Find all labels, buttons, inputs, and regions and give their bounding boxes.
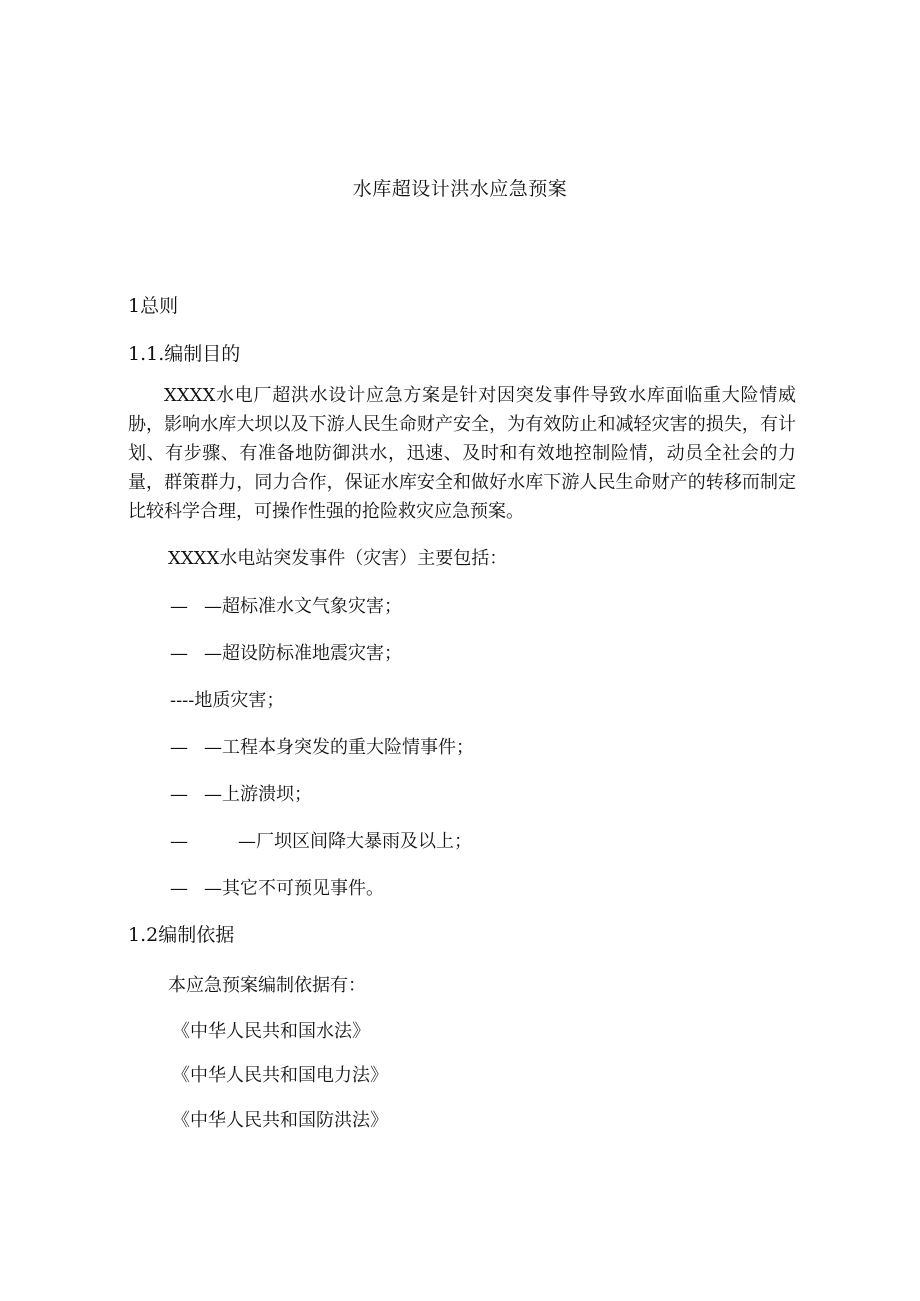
event-item <box>170 592 402 618</box>
section-heading-1: 1总则 <box>128 295 179 317</box>
law-item: 《中华人民共和国防洪法》 <box>172 1110 388 1131</box>
event-dash: — <box>170 784 188 805</box>
event-item <box>170 686 284 712</box>
paragraph-events-intro: XXXX水电站突发事件（灾害）主要包括： <box>168 548 508 569</box>
event-text: —超标准水文气象灾害； <box>204 596 402 617</box>
law-item: 《中华人民共和国电力法》 <box>172 1065 388 1086</box>
event-text: —工程本身突发的重大险情事件； <box>204 737 474 758</box>
event-dash: — <box>170 737 188 758</box>
law-item: 《中华人民共和国水法》 <box>172 1021 370 1042</box>
event-text: —其它不可预见事件。 <box>204 878 384 899</box>
event-dash: — <box>170 831 188 852</box>
event-text: —超设防标准地震灾害； <box>204 643 402 664</box>
paragraph-purpose: XXXX水电厂超洪水设计应急方案是针对因突发事件导致水库面临重大险情威胁，影响水库大坝以及下游人民生命财产安全，为有效防止和减轻灾害的损失，有计划、有步骤、有准备地防御洪水，迅速、及时和有效地控制险情，动员全社会的力量，群策群力，同力合作，保证水库安全和做好水库下游人民生命财产的转移而制定比较科学合理，可操作性强的抢险救灾应急预案。 <box>128 385 796 522</box>
event-text: ----地质灾害； <box>170 690 285 711</box>
event-text: —上游溃坝； <box>204 784 312 805</box>
section-heading-1-1: 1.1.编制目的 <box>128 343 241 365</box>
event-dash: — <box>170 643 188 664</box>
event-dash: — <box>170 596 188 617</box>
event-item <box>170 780 312 806</box>
event-dash: — <box>170 878 188 899</box>
event-item <box>170 733 474 759</box>
section-heading-1-2: 1.2编制依据 <box>128 924 235 946</box>
event-item <box>170 639 402 665</box>
basis-intro: 本应急预案编制依据有： <box>168 975 366 996</box>
event-item <box>170 827 472 853</box>
document-title: 水库超设计洪水应急预案 <box>352 178 568 200</box>
event-item <box>170 874 384 900</box>
event-text: —厂坝区间降大暴雨及以上； <box>238 831 472 852</box>
